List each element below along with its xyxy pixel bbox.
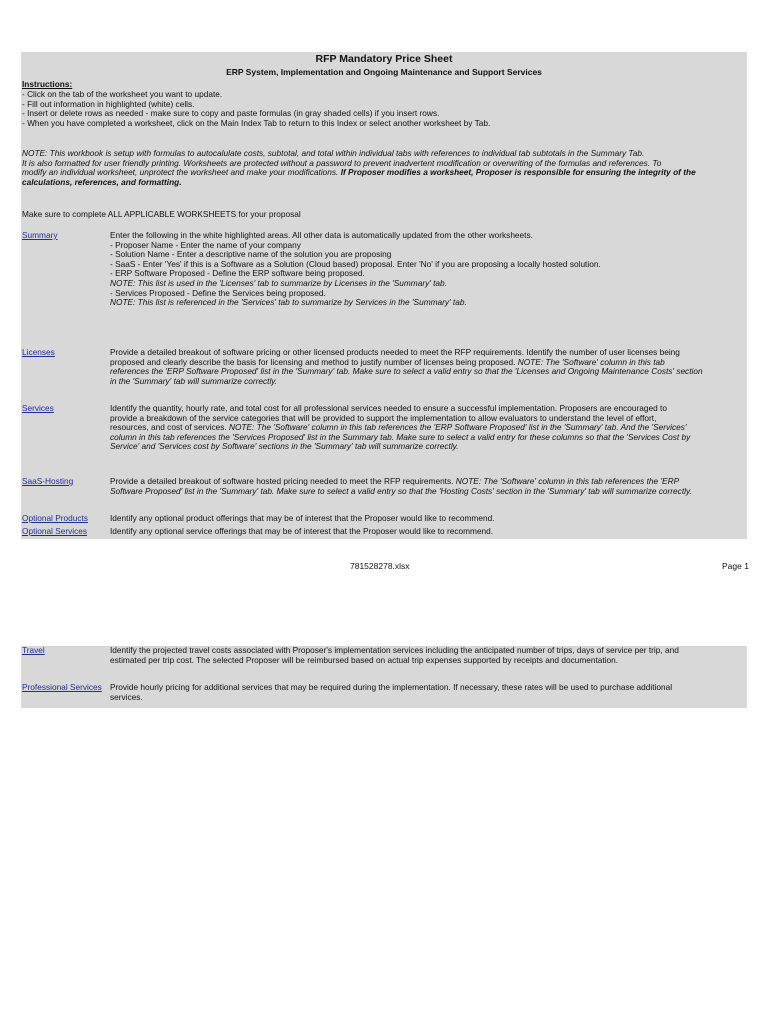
services-link[interactable]: Services (22, 403, 54, 413)
note-line: modify an individual worksheet, unprotect the worksheet and make your modifications. If Proposer modifies a worksheet, Proposer is responsible for ensuring the integrity of the (22, 167, 696, 178)
page-subtitle: ERP System, Implementation and Ongoing Maintenance and Support Services (226, 67, 542, 77)
instruction-line: - Click on the tab of the worksheet you want to update. (22, 89, 223, 99)
instruction-line: - When you have completed a worksheet, click on the Main Index Tab to return to this Index or select another worksheet by Tab. (22, 117, 491, 128)
licenses-description: Provide a detailed breakout of software pricing or other licensed products needed to meet the RFP requirements. Identify the number of user licenses being proposed and clearly describe the basis for licensing and method to justify number of licenses being proposed. NOTE: The 'Software' column in this tab references the 'ERP Software Proposed' list in the 'Summary' tab. Make sure to select a valid entry so that the 'Licenses and Ongoing Maintenance Costs' section in the 'Summary' tab will summarize correctly. (110, 347, 703, 386)
page-title: RFP Mandatory Price Sheet (315, 53, 453, 65)
travel-link[interactable]: Travel (22, 645, 45, 655)
complete-note: Make sure to complete ALL APPLICABLE WORKSHEETS for your proposal (22, 209, 301, 219)
worksheet-index-area (21, 52, 747, 539)
footer-filename: 781528278.xlsx (350, 561, 410, 571)
saas-hosting-description: Provide a detailed breakout of software hosted pricing needed to meet the RFP requirements. NOTE: The 'Software' column in this tab references the 'ERP Software Proposed' list in the 'Summary' tab. Make sure to select a valid entry so that the 'Hosting Costs' section in the 'Summary' tab will summarize correctly. (110, 476, 692, 496)
professional-services-description: Provide hourly pricing for additional services that may be required during the implementation. If necessary, these rates will be used to purchase additional services. (110, 682, 673, 702)
services-description: Identify the quantity, hourly rate, and total cost for all professional services needed to ensure a successful implementation. Proposers are encouraged to provide a breakdown of the service categories that will be provided to support the implementation to allow evaluators to understand the level of effort, resources, and cost of services. NOTE: The 'Software' column in this tab references the 'ERP Software Proposed' list in the 'Summary' tab. And the 'Services' column in this tab references the 'Services Proposed' list in the Summary tab. Make sure to select a valid entry for these columns so that the 'Services Cost by Service' and 'Services cost by Software' sections in the 'Summary' tab will summarize correctly. (110, 403, 691, 452)
note-line: NOTE: This workbook is setup with formulas to autocalulate costs, subtotal, and total within individual tabs with references to individual tab subtotals in the Summary Tab. (22, 148, 645, 158)
optional-products-link[interactable]: Optional Products (22, 513, 88, 523)
instructions-heading: Instructions: (22, 79, 73, 89)
professional-services-link[interactable]: Professional Services (22, 682, 102, 692)
worksheet-index-area-continued (21, 646, 747, 708)
footer-page-number: Page 1 (722, 561, 749, 571)
optional-products-description: Identify any optional product offerings that may be of interest that the Proposer would like to recommend. (110, 513, 495, 523)
summary-description: Enter the following in the white highlighted areas. All other data is automatically updated from the other worksheets. - Proposer Name - Enter the name of your company - Solution Name - Enter a descriptive name of the solution you are proposing - SaaS - Enter 'Yes' if this is a Software as a Solution (Cloud based) proposal. Enter 'No' if you are proposing a locally hosted solution. - ERP Software Proposed - Define the ERP software being proposed. NOTE: This list is used in the 'Licenses' tab to summarize by Licenses in the 'Summary' tab. - Services Proposed - Define the Services being proposed. NOTE: This list is referenced in the 'Services' tab to summarize by Services in the 'Summary' tab. (110, 230, 601, 308)
optional-services-link[interactable]: Optional Services (22, 526, 88, 536)
travel-description: Identify the projected travel costs associated with Proposer's implementation services including the anticipated number of trips, days of service per trip, and estimated per trip cost. The selected Proposer will be reimbursed based on actual trip expenses supported by receipts and documentation. (110, 645, 679, 665)
licenses-link[interactable]: Licenses (22, 347, 55, 357)
note-line: calculations, references, and formatting. (22, 176, 182, 187)
summary-link[interactable]: Summary (22, 230, 58, 240)
saas-hosting-link[interactable]: SaaS-Hosting (22, 476, 74, 486)
optional-services-description: Identify any optional service offerings that may be of interest that the Proposer would like to recommend. (110, 526, 494, 536)
instruction-line: - Insert or delete rows as needed - make sure to copy and paste formulas (in gray shaded cells) if you insert rows. (22, 108, 440, 119)
note-line: It is also formatted for user friendly printing. Worksheets are protected without a password to prevent inadvertent modification or overwriting of the formulas and references. To (22, 157, 662, 168)
instruction-line: - Fill out information in highlighted (white) cells. (22, 98, 195, 109)
